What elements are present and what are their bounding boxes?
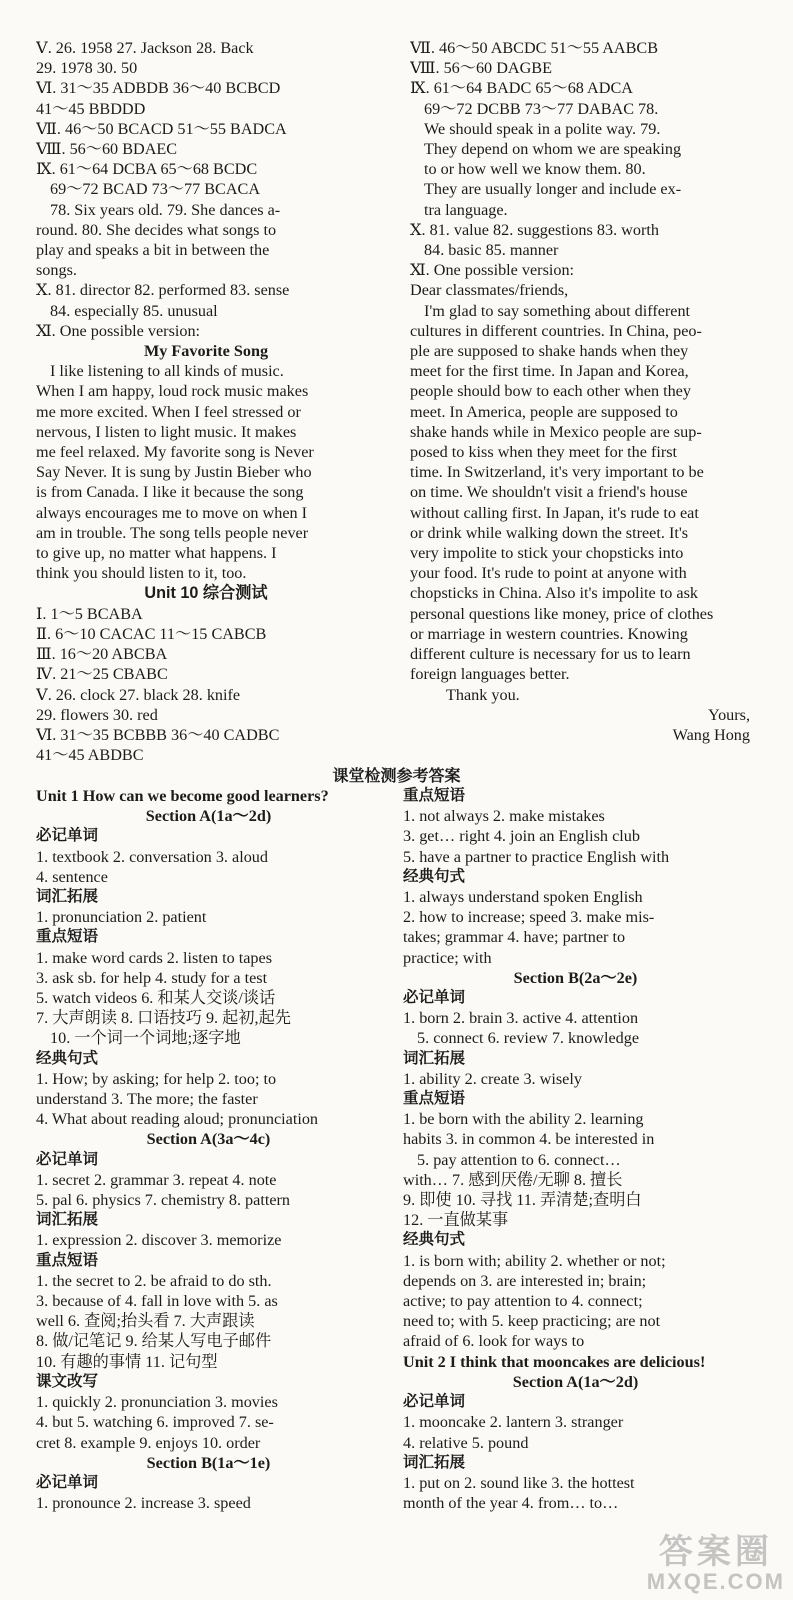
answer-line: 1. born 2. brain 3. active 4. attention <box>403 1009 639 1028</box>
answer-line: Ⅺ. One possible version: <box>410 261 575 280</box>
answer-line: 1. How; by asking; for help 2. too; to <box>36 1069 277 1088</box>
answer-line: Wang Hong <box>672 725 750 744</box>
answer-line: depends on 3. are interested in; brain; <box>403 1271 647 1290</box>
answer-line: Ⅶ. 46～50 ABCDC 51～55 AABCB <box>410 39 659 57</box>
answer-line: Section A(3a～4c) <box>146 1130 271 1149</box>
answer-line: your food. It's rude to point at anyone with <box>410 564 687 583</box>
answer-line: foreign languages better. <box>410 665 570 684</box>
answer-line: 词汇拓展 <box>36 888 99 906</box>
answer-line: 69～72 DCBB 73～77 DABAC 78. <box>424 99 659 118</box>
answer-line: 1. put on 2. sound like 3. the hottest <box>403 1473 635 1492</box>
answer-line: Section A(1a～2d) <box>512 1372 639 1391</box>
answer-line: Unit 10 综合测试 <box>144 584 268 603</box>
answer-line: 84. basic 85. manner <box>424 241 559 260</box>
answer-line: Thank you. <box>446 685 520 704</box>
answer-line: 1. the secret to 2. be afraid to do sth. <box>36 1271 272 1290</box>
answer-line: Ⅱ. 6～10 CACAC 11～15 CABCB <box>36 624 267 643</box>
answer-line: 必记单词 <box>36 827 99 845</box>
answer-line: Ⅶ. 46～50 BCACD 51～55 BADCA <box>36 119 287 138</box>
answer-line: 10. 一个词一个词地;逐字地 <box>50 1029 241 1048</box>
answer-line: with… 7. 感到厌倦/无聊 8. 擅长 <box>403 1170 623 1189</box>
answer-line: 4. What about reading aloud; pronunciation <box>36 1110 319 1129</box>
answer-line: personal questions like money, price of clothes <box>410 604 714 623</box>
answer-line: We should speak in a polite way. 79. <box>424 119 661 138</box>
answer-line: 必记单词 <box>36 1150 99 1168</box>
answer-line: Section A(1a～2d) <box>145 807 272 826</box>
answer-line: round. 80. She decides what songs to <box>36 220 277 239</box>
answer-line: 重点短语 <box>36 1251 99 1269</box>
answer-line: time. In Switzerland, it's very important to be <box>410 463 704 482</box>
answer-line: 1. pronunciation 2. patient <box>36 908 207 927</box>
answer-line: 必记单词 <box>403 989 466 1007</box>
answer-line: or marriage in western countries. Knowing <box>410 624 688 643</box>
answer-line: to or how well we know them. 80. <box>424 160 646 179</box>
answer-line: 5. pal 6. physics 7. chemistry 8. pattern <box>36 1191 291 1210</box>
answer-line: Ⅸ. 61～64 BADC 65～68 ADCA <box>410 79 633 98</box>
answer-line: When I am happy, loud rock music makes <box>36 382 309 401</box>
answer-line: 词汇拓展 <box>403 1453 466 1471</box>
answer-line: nervous, I listen to light music. It makes <box>36 422 297 441</box>
answer-line: to give up, no matter what happens. I <box>36 544 277 563</box>
answer-line: 29. 1978 30. 50 <box>36 59 138 78</box>
answer-line: posed to kiss when they meet for the first <box>410 443 678 462</box>
answer-line: Section B(1a～1e) <box>146 1453 271 1472</box>
answer-line: Unit 2 I think that mooncakes are delicious! <box>403 1352 706 1371</box>
answer-line: 1. pronounce 2. increase 3. speed <box>36 1494 251 1513</box>
watermark-url: MXQE.COM <box>646 1569 785 1594</box>
answer-line: 41～45 ABDBC <box>36 746 144 765</box>
answer-line: Say Never. It is sung by Justin Bieber who <box>36 463 312 482</box>
answer-line: 1. be born with the ability 2. learning <box>403 1110 644 1129</box>
answer-line: Ⅷ. 56～60 BDAEC <box>36 140 178 159</box>
answer-line: 2. how to increase; speed 3. make mis- <box>403 908 655 927</box>
answer-line: 1. quickly 2. pronunciation 3. movies <box>36 1393 278 1412</box>
answer-line: Ⅵ. 31～35 ADBDB 36～40 BCBCD <box>36 79 281 98</box>
answer-line: I'm glad to say something about different <box>424 301 691 320</box>
answer-line: 3. get… right 4. join an English club <box>403 827 640 846</box>
answer-line: Ⅺ. One possible version: <box>36 321 201 340</box>
answer-line: 重点短语 <box>403 787 466 804</box>
answer-line: 1. always understand spoken English <box>403 888 643 907</box>
answer-line: 41～45 BBDDD <box>36 99 146 118</box>
answer-line: 4. relative 5. pound <box>403 1433 529 1452</box>
answer-line: need to; with 5. keep practicing; are not <box>403 1312 661 1331</box>
answer-line: 重点短语 <box>403 1090 466 1108</box>
answer-line: am in trouble. The song tells people never <box>36 523 309 542</box>
answer-line: 课文改写 <box>36 1372 99 1390</box>
answer-line: always encourages me to move on when I <box>36 503 308 522</box>
section-heading-classroom-test-answers: 课堂检测参考答案 <box>332 768 461 785</box>
answer-line: 1. textbook 2. conversation 3. aloud <box>36 847 268 866</box>
answer-line: Ⅹ. 81. director 82. performed 83. sense <box>36 281 290 300</box>
answer-line: without calling first. In Japan, it's rude to eat <box>410 503 699 522</box>
answer-line: 12. 一直做某事 <box>403 1211 509 1230</box>
answer-line: They depend on whom we are speaking <box>424 140 682 159</box>
answer-line: 必记单词 <box>403 1393 466 1411</box>
answer-line: Ⅳ. 21～25 CBABC <box>36 665 168 684</box>
answer-line: 84. especially 85. unusual <box>50 301 218 320</box>
answer-line: shake hands while in Mexico people are sup- <box>410 422 702 441</box>
answer-line: 4. sentence <box>36 867 108 886</box>
answer-line: 词汇拓展 <box>403 1049 466 1067</box>
answer-line: month of the year 4. from… to… <box>403 1494 619 1513</box>
answer-line: Dear classmates/friends, <box>410 281 569 300</box>
answer-line: different culture is necessary for us to learn <box>410 645 691 664</box>
answer-line: Unit 1 How can we become good learners? <box>36 787 329 805</box>
answer-line: takes; grammar 4. have; partner to <box>403 928 626 947</box>
answer-line: 5. pay attention to 6. connect… <box>417 1150 621 1169</box>
answer-column-top-left <box>36 38 376 765</box>
answer-line: people should bow to each other when they <box>410 382 691 401</box>
answer-line: Ⅰ. 1～5 BCABA <box>36 604 143 623</box>
answer-column-top-right <box>410 38 750 745</box>
answer-line: Ⅷ. 56～60 DAGBE <box>410 59 552 78</box>
answer-line: 78. Six years old. 79. She dances a- <box>50 200 281 219</box>
answer-line: My Favorite Song <box>143 342 269 361</box>
answer-line: tra language. <box>424 200 508 219</box>
answer-line: They are usually longer and include ex- <box>424 180 682 199</box>
answer-line: 1. expression 2. discover 3. memorize <box>36 1231 282 1250</box>
answer-line: meet. In America, people are supposed to <box>410 402 678 421</box>
answer-column-bottom-right <box>403 786 748 1513</box>
answer-line: 10. 有趣的事情 11. 记句型 <box>36 1352 218 1371</box>
answer-line: cret 8. example 9. enjoys 10. order <box>36 1433 261 1452</box>
answer-line: 经典句式 <box>403 867 466 885</box>
answer-line: well 6. 查阅;抬头看 7. 大声跟读 <box>36 1312 255 1331</box>
answer-line: think you should listen to it, too. <box>36 564 247 583</box>
answer-line: active; to pay attention to 4. connect; <box>403 1292 643 1311</box>
answer-line: habits 3. in common 4. be interested in <box>403 1130 655 1149</box>
answer-line: me more excited. When I feel stressed or <box>36 402 301 421</box>
answer-line: practice; with <box>403 948 492 967</box>
answer-column-bottom-left <box>36 786 381 1513</box>
answer-line: 3. because of 4. fall in love with 5. as <box>36 1292 278 1311</box>
answer-line: 9. 即使 10. 寻找 11. 弄清楚;查明白 <box>403 1191 642 1210</box>
answer-line: 5. watch videos 6. 和某人交谈/谈话 <box>36 989 276 1008</box>
answer-line: is from Canada. I like it because the song <box>36 483 304 502</box>
answer-line: 3. ask sb. for help 4. study for a test <box>36 968 268 987</box>
answer-line: 4. but 5. watching 6. improved 7. se- <box>36 1413 274 1432</box>
answer-line: 重点短语 <box>36 928 99 946</box>
answer-line: Ⅵ. 31～35 BCBBB 36～40 CADBC <box>36 725 280 744</box>
answer-line: 词汇拓展 <box>36 1211 99 1229</box>
answer-line: chopsticks in China. Also it's impolite to ask <box>410 584 698 603</box>
site-watermark <box>647 1534 785 1594</box>
answer-line: on time. We shouldn't visit a friend's house <box>410 483 688 502</box>
answer-line: 经典句式 <box>36 1049 99 1067</box>
watermark-logo: 答案圈 <box>658 1533 773 1571</box>
answer-line: afraid of 6. look for ways to <box>403 1332 585 1351</box>
answer-line: Yours, <box>708 705 750 724</box>
answer-line: 1. is born with; ability 2. whether or not; <box>403 1251 666 1270</box>
answer-line: ple are supposed to shake hands when they <box>410 342 689 361</box>
answer-line: meet for the first time. In Japan and Korea, <box>410 362 689 381</box>
answer-line: 1. secret 2. grammar 3. repeat 4. note <box>36 1170 277 1189</box>
answer-line: 1. not always 2. make mistakes <box>403 807 605 826</box>
answer-line: Section B(2a～2e) <box>513 968 638 987</box>
answer-line: 5. have a partner to practice English with <box>403 847 670 866</box>
answer-line: 5. connect 6. review 7. knowledge <box>417 1029 640 1048</box>
answer-line: understand 3. The more; the faster <box>36 1090 258 1109</box>
answer-line: me feel relaxed. My favorite song is Never <box>36 443 314 462</box>
answer-line: 7. 大声朗读 8. 口语技巧 9. 起初,起先 <box>36 1009 291 1028</box>
answer-line: I like listening to all kinds of music. <box>50 362 284 381</box>
answer-line: cultures in different countries. In China, peo- <box>410 321 702 340</box>
answer-line: 必记单词 <box>36 1473 99 1491</box>
answer-line: Ⅴ. 26. clock 27. black 28. knife <box>36 685 241 704</box>
answer-line: Ⅹ. 81. value 82. suggestions 83. worth <box>410 220 659 239</box>
answer-line: 1. make word cards 2. listen to tapes <box>36 948 273 967</box>
answer-line: 1. mooncake 2. lantern 3. stranger <box>403 1413 624 1432</box>
answer-line: or drink while walking down the street. It's <box>410 523 689 542</box>
answer-line: Ⅴ. 26. 1958 27. Jackson 28. Back <box>36 39 254 57</box>
answer-line: Ⅸ. 61～64 DCBA 65～68 BCDC <box>36 160 258 179</box>
answer-line: Ⅲ. 16～20 ABCBA <box>36 645 168 664</box>
answer-line: very impolite to stick your chopsticks into <box>410 544 684 563</box>
answer-line: play and speaks a bit in between the <box>36 241 270 260</box>
answer-line: 1. ability 2. create 3. wisely <box>403 1069 582 1088</box>
answer-line: songs. <box>36 261 77 280</box>
answer-line: 8. 做/记笔记 9. 给某人写电子邮件 <box>36 1332 272 1351</box>
answer-line: 69～72 BCAD 73～77 BCACA <box>50 180 261 199</box>
answer-line: 29. flowers 30. red <box>36 705 158 724</box>
answer-line: 经典句式 <box>403 1231 466 1249</box>
